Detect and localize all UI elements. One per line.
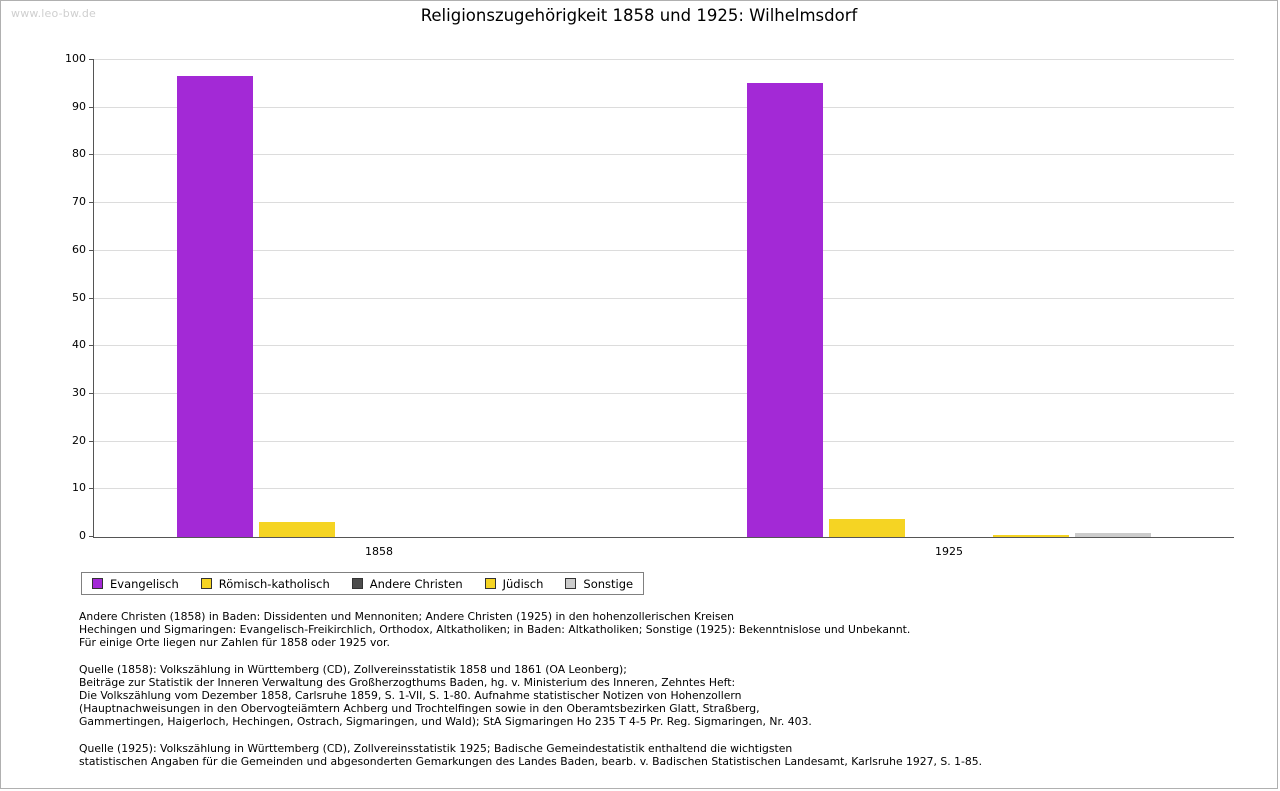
y-tick-label: 40	[72, 338, 86, 352]
legend-swatch-icon	[201, 578, 212, 589]
x-tick-label: 1858	[365, 545, 393, 558]
y-tick-mark	[89, 250, 94, 251]
legend-label: Römisch-katholisch	[218, 576, 330, 591]
gridline	[94, 488, 1234, 489]
bar	[829, 519, 905, 537]
y-tick-mark	[89, 488, 94, 489]
footnote-line: (Hauptnachweisungen in den Obervogteiämtern Achberg und Trochtelfingen sowie in den Oberamtsbezirken Glatt, Straßberg,	[79, 702, 760, 716]
y-tick-label: 60	[72, 242, 86, 256]
y-tick-label: 0	[79, 529, 86, 542]
y-tick-label: 100	[65, 52, 86, 65]
footnote-line: Die Volkszählung vom Dezember 1858, Carlsruhe 1859, S. 1-VII, S. 1-80. Aufnahme statistischer Notizen von Hohenzollern	[79, 689, 742, 703]
legend-swatch-icon	[92, 578, 103, 589]
gridline	[94, 59, 1234, 60]
legend-label: Andere Christen	[369, 576, 463, 591]
legend-label: Evangelisch	[110, 576, 179, 591]
footnote-line: statistischen Angaben für die Gemeinden und abgesonderten Gemarkungen des Landes Baden, bearb. v. Badischen Statistischen Landesamt, Karlsruhe 1927, S. 1-85.	[79, 754, 983, 768]
footnote-line: Hechingen und Sigmaringen: Evangelisch-Freikirchlich, Orthodox, Altkatholiken; in Baden: Altkatholiken; Sonstige (1925): Bekenntnislose und Unbekannt.	[79, 623, 911, 637]
footnote-block-source-1925	[79, 742, 1259, 768]
x-tick-label: 1925	[935, 545, 963, 558]
spacer	[79, 729, 1259, 742]
y-tick-mark	[89, 441, 94, 442]
gridline	[94, 441, 1234, 442]
bar	[259, 522, 335, 537]
chart-title: Religionszugehörigkeit 1858 und 1925: Wilhelmsdorf	[420, 6, 858, 25]
y-tick-mark	[89, 393, 94, 394]
legend-label: Jüdisch	[502, 576, 544, 591]
footnote-block-definitions	[79, 610, 1259, 650]
y-tick-mark	[89, 536, 94, 537]
gridline	[94, 345, 1234, 346]
gridline	[94, 298, 1234, 299]
bar	[747, 83, 823, 537]
gridline	[94, 202, 1234, 203]
footnote-line: Beiträge zur Statistik der Inneren Verwaltung des Großherzogthums Baden, hg. v. Ministerium des Inneren, Zehntes Heft:	[79, 675, 736, 689]
footnotes	[79, 610, 1259, 768]
y-tick-mark	[89, 298, 94, 299]
gridline	[94, 393, 1234, 394]
y-tick-label: 30	[72, 385, 86, 399]
footnote-line: Andere Christen (1858) in Baden: Dissidenten und Mennoniten; Andere Christen (1925) in den hohenzollerischen Kreisen	[79, 610, 735, 623]
legend-item[interactable]	[352, 577, 463, 591]
watermark: www.leo-bw.de	[11, 7, 97, 20]
y-tick-label: 20	[72, 433, 86, 447]
legend-item[interactable]	[485, 577, 544, 591]
spacer	[79, 650, 1259, 663]
footnote-line: Quelle (1858): Volkszählung in Württemberg (CD), Zollvereinsstatistik 1858 und 1861 (OA Leonberg);	[79, 662, 627, 676]
chart-legend	[81, 572, 644, 595]
legend-swatch-icon	[485, 578, 496, 589]
footnote-block-source-1858	[79, 663, 1259, 729]
gridline	[94, 250, 1234, 251]
bar	[177, 76, 253, 537]
gridline	[94, 107, 1234, 108]
y-tick-mark	[89, 107, 94, 108]
bar	[1075, 533, 1151, 537]
bar	[993, 535, 1069, 537]
y-tick-mark	[89, 59, 94, 60]
footnote-line: Quelle (1925): Volkszählung in Württemberg (CD), Zollvereinsstatistik 1925; Badische Gemeindestatistik enthaltend die wichtigsten	[79, 741, 793, 755]
footnote-line: Für einige Orte liegen nur Zahlen für 1858 oder 1925 vor.	[79, 636, 390, 650]
legend-item[interactable]	[565, 577, 633, 591]
y-tick-label: 80	[72, 147, 86, 161]
legend-item[interactable]	[92, 577, 179, 591]
y-tick-mark	[89, 345, 94, 346]
legend-swatch-icon	[352, 578, 363, 589]
gridline	[94, 154, 1234, 155]
footnote-line: Gammertingen, Haigerloch, Hechingen, Ostrach, Sigmaringen, und Wald); StA Sigmaringen Ho 235 T 4-5 Pr. Reg. Sigmaringen, Nr. 403.	[79, 715, 812, 729]
y-tick-label: 90	[72, 99, 86, 113]
legend-item[interactable]	[201, 577, 330, 591]
y-tick-mark	[89, 154, 94, 155]
y-tick-label: 70	[72, 195, 86, 209]
legend-swatch-icon	[565, 578, 576, 589]
legend-label: Sonstige	[583, 576, 634, 591]
y-tick-label: 50	[72, 290, 86, 304]
plot-area	[65, 52, 1234, 558]
y-tick-label: 10	[72, 481, 86, 495]
y-tick-mark	[89, 202, 94, 203]
